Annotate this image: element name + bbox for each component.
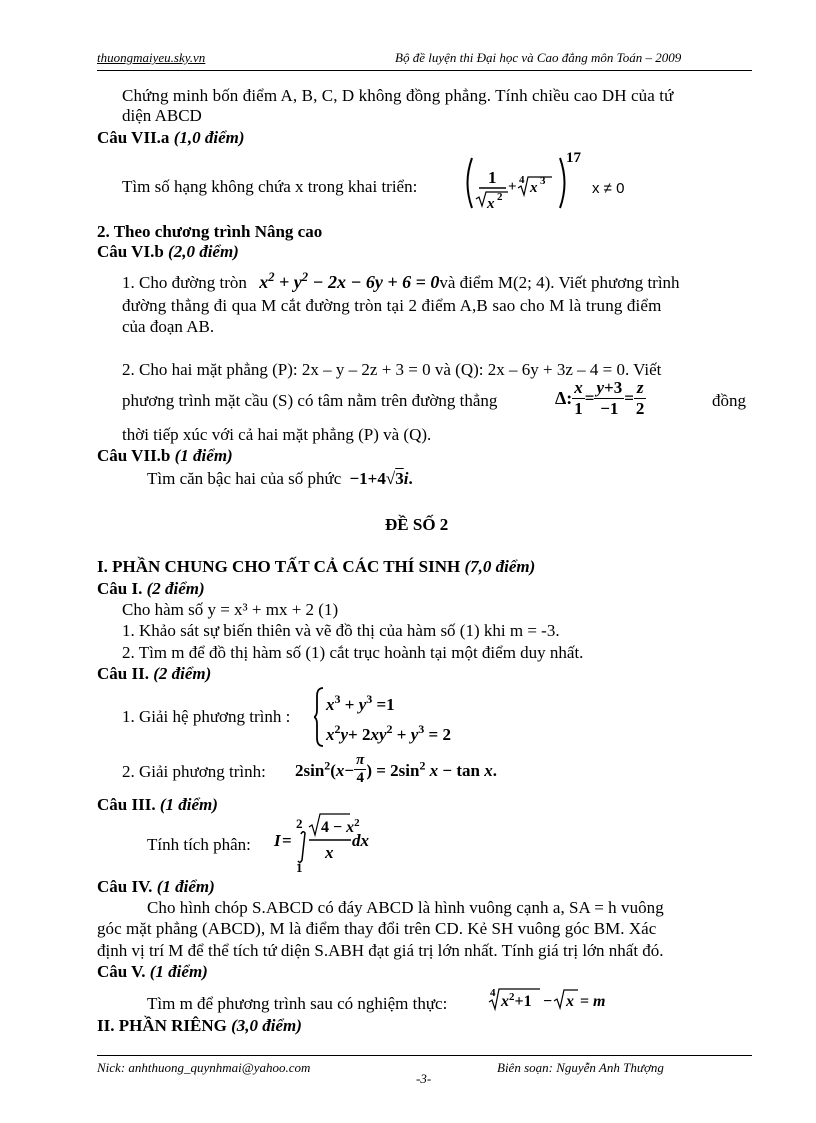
svg-text:4: 4 (490, 987, 496, 999)
cau1-q1: 1. Khảo sát sự biến thiên và vẽ đồ thị của hàm số (1) khi m = -3. (122, 621, 560, 640)
svg-text:x2y+ 2xy2 + y3 = 2: $x^2y+ 2xy^2 + y^3 = 2$ (326, 722, 451, 744)
cau2-title: Câu II. (2 điểm) (97, 664, 212, 683)
cau3-text: Tính tích phân: (147, 835, 251, 854)
svg-text:I: I (274, 831, 281, 850)
footer-page-number: -3- (416, 1071, 432, 1086)
cau7a-heading: Câu VII.a (97, 128, 170, 147)
part2-title: II. PHẦN RIÊNG (3,0 điểm) (97, 1016, 302, 1035)
cau6b-p1-line1: 1. Cho đường tròn $x^2 + y^2 - 2x - 6y + 6$ = 0và điểm M(2; 4). Viết phương trình (122, 270, 680, 292)
svg-text:x: x (325, 843, 334, 862)
cau7a-title (97, 128, 245, 148)
svg-text:1: 1 (488, 168, 497, 187)
cau1-title: Câu I. (2 điểm) (97, 579, 205, 598)
svg-text:x: x (530, 180, 538, 196)
cau7a-points: (1,0 điểm) (173, 128, 245, 147)
cau5-text: Tìm m để phương trình sau có nghiệm thực: (147, 994, 448, 1013)
cau7a-text: Tìm số hạng không chứa x trong khai triển: (122, 177, 418, 196)
cau6b-p1-line3: của đoạn AB. (122, 317, 215, 336)
cau6b-heading: Câu VI.b (97, 242, 164, 261)
nangcao-heading: 2. Theo chương trình Nâng cao (97, 222, 323, 241)
footer-nick: Nick: anhthuong_quynhmai@yahoo.com (97, 1060, 311, 1075)
svg-text:2: 2 (296, 816, 303, 831)
cau5-title: Câu V. (1 điểm) (97, 962, 208, 981)
svg-text:4 − x2: $4 - x^2$ (321, 817, 360, 836)
cau1-q2: 2. Tìm m để đồ thị hàm số (1) cắt trục hoành tại một điểm duy nhất. (122, 643, 584, 662)
svg-text:1: 1 (296, 860, 303, 875)
svg-text:2: 2 (497, 191, 503, 203)
cau4-line3: định vị trí M để thể tích tứ diện S.ABH đạt giá trị lớn nhất. Tính giá trị lớn nhất đó. (97, 941, 664, 960)
cau6b-p1-line2: đường thẳng đi qua M cắt đường tròn tại 2 điểm A,B sao cho M là trung điểm (122, 296, 662, 315)
svg-text:17: 17 (566, 150, 581, 166)
cau7b-heading: Câu VII.b (97, 446, 171, 465)
cau4-title: Câu IV. (1 điểm) (97, 877, 215, 896)
intro-line2: diện ABCD (122, 106, 202, 125)
radical-equation (488, 984, 628, 1014)
circle-equation: $x^2 + y^2 - 2x - 6y + 6 = 0$ (259, 270, 440, 292)
cau1-text: Cho hàm số y = x³ + mx + 2 (1) (122, 600, 339, 619)
cau7a-condition: x ≠ 0 (592, 180, 625, 197)
footer-author: Biên soạn: Nguyễn Anh Thượng (497, 1060, 664, 1075)
header-title: Bộ đề luyện thi Đại học và Cao đẳng môn Toán – 2009 (395, 50, 682, 65)
cau2-q2: 2. Giải phương trình: (122, 762, 266, 781)
cau7b-line: Tìm căn bậc hai của số phức −1+4√3i. (147, 469, 413, 488)
cau6b-p2-line2a: phương trình mặt cầu (S) có tâm nằm trên đường thẳng (122, 391, 498, 410)
svg-text:x2+1: $x^2+1$ (501, 991, 532, 1010)
svg-text:x: x (487, 196, 495, 212)
complex-number: −1+4√3i. (349, 469, 413, 488)
cau4-line2: góc mặt phẳng (ABCD), M là điểm thay đổi trên CD. Kẻ SH vuông góc BM. Xác (97, 919, 657, 938)
svg-text:=: = (282, 831, 292, 850)
svg-text:dx: dx (352, 831, 369, 850)
part1-title: I. PHẦN CHUNG CHO TẤT CẢ CÁC THÍ SINH (7,0 điểm) (97, 557, 536, 576)
cau3-title: Câu III. (1 điểm) (97, 795, 218, 814)
svg-text:x: x (566, 993, 574, 1010)
cau7b-title (97, 446, 233, 466)
equation-system (314, 686, 494, 748)
cau6b-p2-line2b: đồng (712, 391, 746, 410)
cau2-q1: 1. Giải hệ phương trình : (122, 707, 291, 726)
binomial-expression (460, 150, 590, 220)
svg-text:3: 3 (540, 175, 546, 187)
svg-text:4: 4 (519, 174, 525, 186)
integral-expression (272, 812, 412, 876)
intro-line1: Chứng minh bốn điểm A, B, C, D không đồng phẳng. Tính chiều cao DH của tứ (122, 86, 674, 105)
svg-text:m: m (593, 993, 606, 1010)
line-delta-equation: Δ: $\frac{x}{1}$ = $\frac{y+3}{-1}$ = $\frac{z}{2}$ (555, 378, 645, 418)
svg-text:=: = (580, 993, 590, 1010)
header-site: thuongmaiyeu.sky.vn (97, 50, 206, 65)
header-rule (97, 70, 752, 71)
cau6b-p2-line1: 2. Cho hai mặt phẳng (P): 2x – y – 2z + 3 = 0 và (Q): 2x – 6y + 3z – 4 = 0. Viết (122, 360, 662, 379)
cau6b-points: (2,0 điểm) (168, 242, 239, 261)
cau6b-title (97, 242, 239, 262)
cau6b-p2-line3: thời tiếp xúc với cả hai mặt phẳng (P) và (Q). (122, 425, 432, 444)
de2-title: ĐỀ SỐ 2 (385, 515, 449, 534)
trig-equation: $2\sin^2(x-$ $\frac{\pi}{4}$ ) = $2\sin^2$ x − tan x. (295, 752, 497, 786)
cau4-line1: Cho hình chóp S.ABCD có đáy ABCD là hình vuông cạnh a, SA = h vuông (147, 898, 664, 917)
svg-text:−: − (543, 993, 553, 1010)
svg-text:x3 + y3 =1: $x^3 + y^3 =1$ (326, 692, 395, 714)
footer-rule (97, 1055, 752, 1056)
svg-text:+: + (508, 179, 517, 195)
cau7b-points: (1 điểm) (174, 446, 233, 465)
